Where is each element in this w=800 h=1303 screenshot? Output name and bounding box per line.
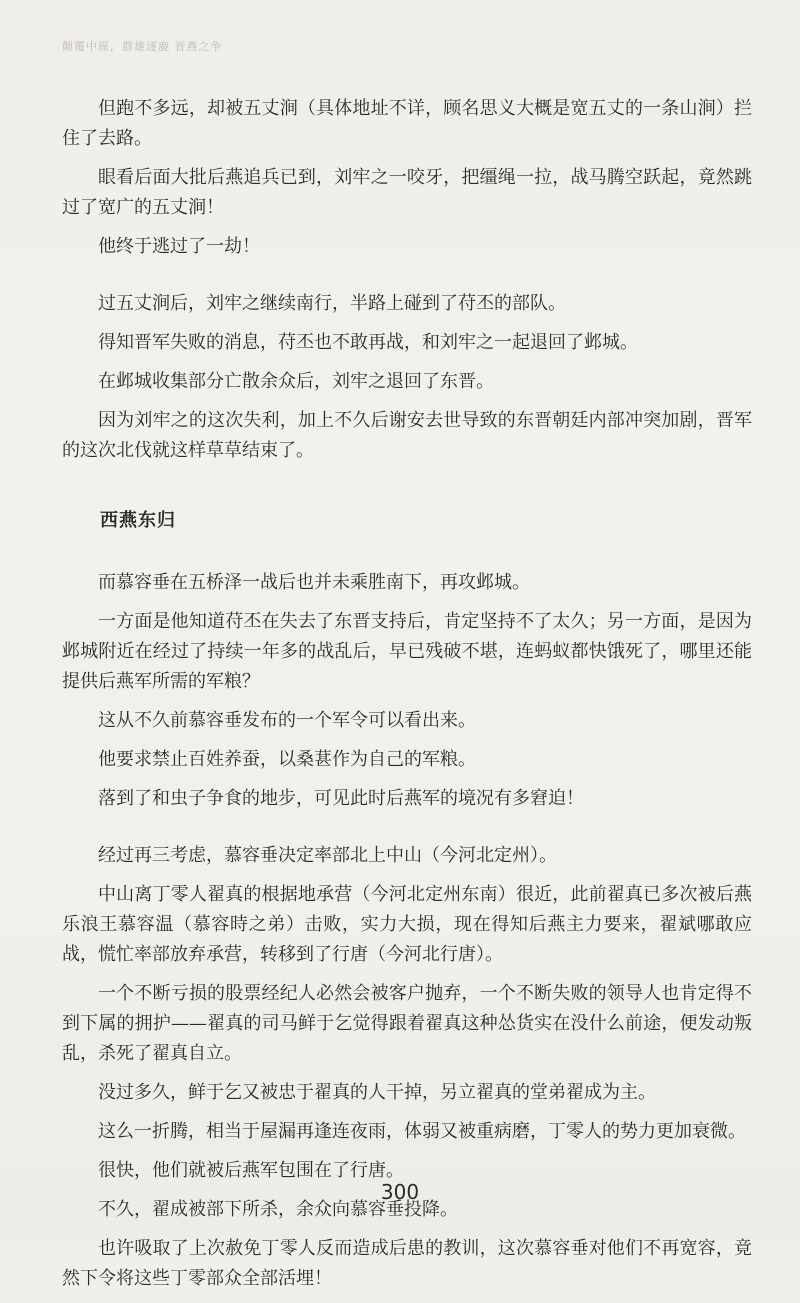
paragraph: 一个不断亏损的股票经纪人必然会被客户抛弃，一个不断失败的领导人也肯定得不到下属的拥护——翟真的司马鲜于乞觉得跟着翟真这种怂货实在没什么前途，便发动叛乱，杀死了翟真自立。	[62, 983, 752, 1064]
running-head: 颠覆中原，群雄逐鹿 晋燕之争	[62, 40, 223, 53]
paragraph: 过五丈涧后，刘牢之继续南行，半路上碰到了苻丕的部队。	[98, 293, 566, 314]
paragraph: 经过再三考虑，慕容垂决定率部北上中山（今河北定州）。	[98, 845, 557, 866]
paragraph: 而慕容垂在五桥泽一战后也并未乘胜南下，再攻邺城。	[98, 572, 530, 593]
paragraph: 不久，翟成被部下所杀，余众向慕容垂投降。	[98, 1199, 458, 1220]
paragraph: 一方面是他知道苻丕在失去了东晋支持后，肯定坚持不了太久；另一方面，是因为邺城附近在经过了持续一年多的战乱后，早已残破不堪，连蚂蚁都快饿死了，哪里还能提供后燕军所需的军粮？	[62, 611, 752, 692]
paragraph: 但跑不多远，却被五丈涧（具体地址不详，顾名思义大概是宽五丈的一条山涧）拦住了去路。	[62, 98, 752, 149]
paragraph: 他终于逃过了一劫！	[98, 236, 260, 257]
paragraph: 很快，他们就被后燕军包围在了行唐。	[98, 1160, 404, 1181]
paragraph: 眼看后面大批后燕追兵已到，刘牢之一咬牙，把缰绳一拉，战马腾空跃起，竟然跳过了宽广的五丈涧！	[62, 167, 752, 218]
paragraph: 也许吸取了上次赦免丁零人反而造成后患的教训，这次慕容垂对他们不再宽容，竟然下令将这些丁零部众全部活埋！	[62, 1238, 752, 1289]
section-heading: 西燕东归	[100, 510, 176, 531]
paragraph: 中山离丁零人翟真的根据地承营（今河北定州东南）很近，此前翟真已多次被后燕乐浪王慕容温（慕容時之弟）击败，实力大损，现在得知后燕主力要来，翟斌哪敢应战，慌忙率部放弃承营，转移到了行唐（今河北行唐）。	[62, 884, 752, 965]
paragraph: 这从不久前慕容垂发布的一个军令可以看出来。	[98, 710, 476, 731]
paragraph: 落到了和虫子争食的地步，可见此时后燕军的境况有多窘迫！	[98, 788, 584, 809]
paragraph: 因为刘牢之的这次失利，加上不久后谢安去世导致的东晋朝廷内部冲突加剧，晋军的这次北伐就这样草草结束了。	[62, 410, 752, 461]
paragraph: 得知晋军失败的消息，苻丕也不敢再战，和刘牢之一起退回了邺城。	[98, 332, 638, 353]
page-body	[62, 94, 752, 1303]
page-number: 300	[380, 1180, 420, 1204]
paragraph: 这么一折腾，相当于屋漏再逢连夜雨，体弱又被重病磨，丁零人的势力更加衰微。	[98, 1121, 746, 1142]
paragraph: 他要求禁止百姓养蚕，以桑葚作为自己的军粮。	[98, 749, 476, 770]
paragraph-gap	[62, 271, 752, 289]
paragraph-gap	[62, 823, 752, 841]
paragraph: 在邺城收集部分亡散余众后，刘牢之退回了东晋。	[98, 371, 494, 392]
paragraph: 没过多久，鲜于乞又被忠于翟真的人干掉，另立翟真的堂弟翟成为主。	[98, 1082, 656, 1103]
